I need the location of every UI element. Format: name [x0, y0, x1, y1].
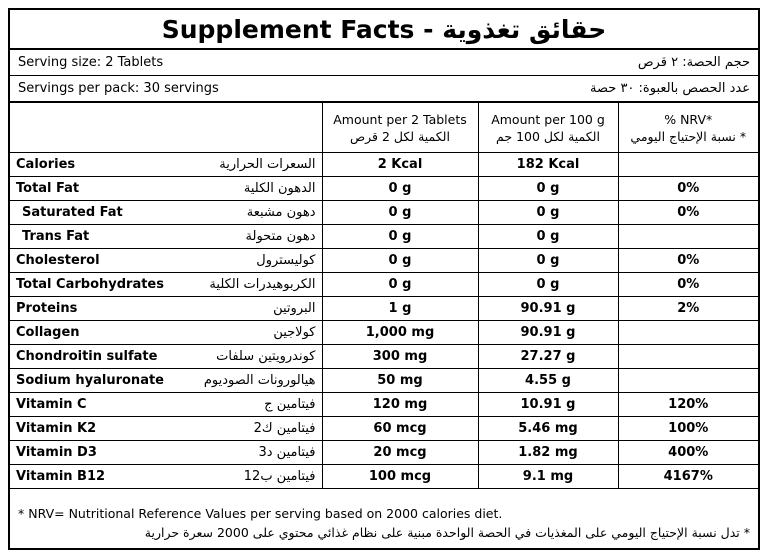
nutrient-name-cell: [10, 297, 322, 321]
table-row: [10, 417, 758, 441]
nutrient-name-ar: كوندرويتين سلفات: [216, 349, 316, 364]
table-body: [10, 153, 758, 489]
supplement-facts-panel: [8, 8, 760, 550]
header-amount-per-100g-en: Amount per 100 g: [491, 111, 605, 127]
nutrient-name-ar: هيالورونات الصوديوم: [203, 373, 316, 388]
table-row: [10, 345, 758, 369]
header-amount-per-100g: [478, 103, 618, 153]
table-row: [10, 177, 758, 201]
nutrient-name-en: Chondroitin sulfate: [16, 349, 158, 364]
amount-per-serving: 0 g: [322, 177, 478, 201]
servings-per-pack-ar: عدد الحصص بالعبوة: ٣٠ حصة: [590, 81, 750, 96]
nutrient-name-cell: [10, 201, 322, 225]
servings-per-pack-en: Servings per pack: 30 servings: [18, 81, 219, 96]
servings-per-pack-row: [10, 76, 758, 102]
panel-title: Supplement Facts - حقائق تغذوية: [10, 10, 758, 50]
amount-per-100g: 0 g: [478, 201, 618, 225]
amount-per-100g: 90.91 g: [478, 321, 618, 345]
amount-per-serving: 20 mcg: [322, 441, 478, 465]
nutrient-name-en: Collagen: [16, 325, 80, 340]
nutrient-name-cell: [10, 273, 322, 297]
serving-size-en: Serving size: 2 Tablets: [18, 55, 164, 70]
amount-per-serving: 120 mg: [322, 393, 478, 417]
table-row: [10, 201, 758, 225]
nutrient-name-cell: [10, 225, 322, 249]
nrv-percent: [618, 153, 758, 177]
nrv-percent: [618, 225, 758, 249]
nutrient-name-ar: السعرات الحرارية: [219, 157, 316, 172]
nutrient-name-en: Sodium hyaluronate: [16, 373, 164, 388]
nutrient-name-ar: فيتامين ب12: [243, 469, 316, 484]
nrv-percent: [618, 369, 758, 393]
nutrient-name-en: Vitamin B12: [16, 469, 106, 484]
nutrient-name-en: Trans Fat: [22, 229, 90, 244]
nutrient-name-ar: كوليسترول: [256, 253, 316, 268]
amount-per-serving: 0 g: [322, 273, 478, 297]
nutrient-name-cell: [10, 441, 322, 465]
nutrient-name-ar: البروتين: [273, 301, 316, 316]
nrv-percent: 0%: [618, 177, 758, 201]
amount-per-serving: 0 g: [322, 225, 478, 249]
footnote: [10, 502, 758, 550]
amount-per-serving: 100 mcg: [322, 465, 478, 489]
footnote-ar: * تدل نسبة الإحتياج اليومي على المغذيات في الحصة الواحدة مبنية على نظام غذائي محتوي على 2000 سعرة حرارية: [144, 525, 750, 540]
table-row: [10, 273, 758, 297]
nutrient-name-en: Cholesterol: [16, 253, 100, 268]
header-nrv-ar: * نسبة الإحتياج اليومي: [630, 128, 747, 144]
nutrient-name-ar: فيتامين ج: [264, 397, 316, 412]
nutrient-name-ar: دهون متحولة: [245, 229, 316, 244]
nutrient-name-cell: [10, 321, 322, 345]
nutrient-name-en: Calories: [16, 157, 76, 172]
nutrient-name-en: Proteins: [16, 301, 78, 316]
amount-per-100g: 10.91 g: [478, 393, 618, 417]
nrv-percent: 0%: [618, 273, 758, 297]
nutrient-name-cell: [10, 249, 322, 273]
nutrient-name-ar: الكربوهيدرات الكلية: [209, 277, 316, 292]
amount-per-100g: 27.27 g: [478, 345, 618, 369]
nrv-percent: 100%: [618, 417, 758, 441]
nutrient-name-ar: فيتامين ك2: [253, 421, 316, 436]
amount-per-serving: 1,000 mg: [322, 321, 478, 345]
table-row: [10, 249, 758, 273]
nrv-percent: 2%: [618, 297, 758, 321]
amount-per-100g: 182 Kcal: [478, 153, 618, 177]
footnote-en: * NRV= Nutritional Reference Values per serving based on 2000 calories diet.: [18, 506, 503, 521]
nrv-percent: 4167%: [618, 465, 758, 489]
amount-per-100g: 1.82 mg: [478, 441, 618, 465]
nutrient-name-en: Vitamin C: [16, 397, 87, 412]
nutrient-name-en: Vitamin K2: [16, 421, 97, 436]
amount-per-100g: 90.91 g: [478, 297, 618, 321]
nutrient-name-ar: الدهون الكلية: [243, 181, 316, 196]
nrv-percent: 400%: [618, 441, 758, 465]
nrv-percent: 120%: [618, 393, 758, 417]
nutrient-name-cell: [10, 153, 322, 177]
table-row: [10, 321, 758, 345]
amount-per-serving: 300 mg: [322, 345, 478, 369]
amount-per-serving: 1 g: [322, 297, 478, 321]
serving-size-ar: حجم الحصة: ٢ قرص: [637, 55, 750, 70]
header-amount-per-tablets-en: Amount per 2 Tablets: [333, 111, 467, 127]
nutrient-name-cell: [10, 465, 322, 489]
header-nrv-en: % NRV*: [664, 111, 713, 127]
nutrient-name-ar: فيتامين د3: [258, 445, 316, 460]
header-nrv: [618, 103, 758, 153]
nutrient-name-en: Total Fat: [16, 181, 80, 196]
nrv-percent: [618, 345, 758, 369]
nutrient-name-en: Total Carbohydrates: [16, 277, 164, 292]
amount-per-100g: 9.1 mg: [478, 465, 618, 489]
nutrient-name-cell: [10, 345, 322, 369]
nrv-percent: 0%: [618, 249, 758, 273]
amount-per-100g: 0 g: [478, 273, 618, 297]
nutrient-name-cell: [10, 177, 322, 201]
nutrient-name-en: Saturated Fat: [22, 205, 123, 220]
nutrient-name-ar: دهون مشبعة: [246, 205, 316, 220]
amount-per-serving: 60 mcg: [322, 417, 478, 441]
nrv-percent: 0%: [618, 201, 758, 225]
nutrient-name-cell: [10, 369, 322, 393]
amount-per-100g: 0 g: [478, 177, 618, 201]
amount-per-serving: 0 g: [322, 249, 478, 273]
nrv-percent: [618, 321, 758, 345]
table-row: [10, 465, 758, 489]
header-amount-per-tablets-ar: الكمية لكل 2 قرص: [350, 128, 450, 144]
nutrient-name-ar: كولاجين: [273, 325, 316, 340]
amount-per-serving: 50 mg: [322, 369, 478, 393]
header-empty-cell: [10, 103, 322, 153]
nutrition-table: [10, 102, 758, 489]
table-header-row: [10, 103, 758, 153]
table-row: [10, 297, 758, 321]
nutrient-name-cell: [10, 393, 322, 417]
amount-per-100g: 5.46 mg: [478, 417, 618, 441]
table-row: [10, 225, 758, 249]
amount-per-100g: 4.55 g: [478, 369, 618, 393]
amount-per-serving: 2 Kcal: [322, 153, 478, 177]
amount-per-100g: 0 g: [478, 249, 618, 273]
serving-size-row: [10, 50, 758, 76]
table-row: [10, 393, 758, 417]
amount-per-serving: 0 g: [322, 201, 478, 225]
nutrient-name-cell: [10, 417, 322, 441]
table-row: [10, 153, 758, 177]
table-row: [10, 369, 758, 393]
header-amount-per-100g-ar: الكمية لكل 100 جم: [496, 128, 600, 144]
nutrient-name-en: Vitamin D3: [16, 445, 97, 460]
table-row: [10, 441, 758, 465]
amount-per-100g: 0 g: [478, 225, 618, 249]
header-amount-per-tablets: [322, 103, 478, 153]
